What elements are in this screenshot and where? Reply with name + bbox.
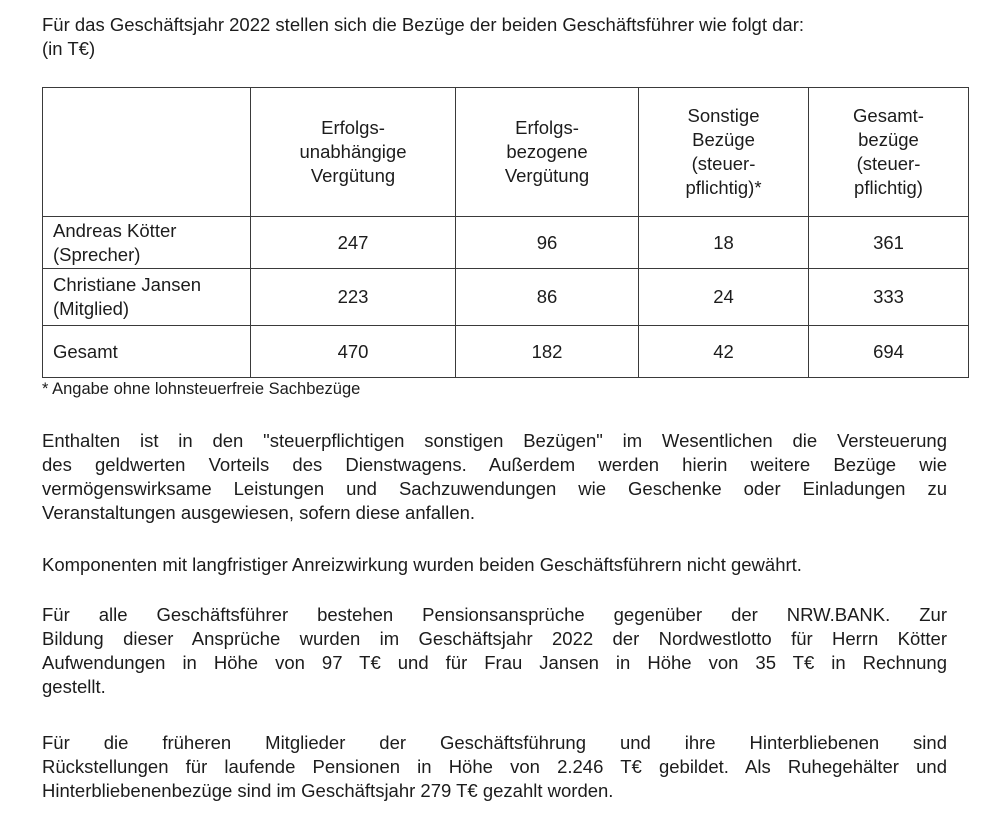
- header-cell-variable-pay: Erfolgs- bezogene Vergütung: [456, 88, 639, 217]
- header-cell-total-pay: Gesamt- bezüge (steuer- pflichtig): [809, 88, 969, 217]
- paragraph-pensions: Für alle Geschäftsführer bestehen Pensionsansprüche gegenüber der NRW.BANK. Zur Bildung dieser Ansprüche wurden im Geschäftsjahr 2022 der Nordwestlotto für Herrn Kötter Aufwendungen in Höhe von 97 T€ und für Frau Jansen in Höhe von 35 T€ in Rechnung gestellt.: [42, 604, 947, 697]
- table-row: [43, 217, 969, 269]
- compensation-table: [42, 87, 969, 378]
- paragraph-incentives: Komponenten mit langfristiger Anreizwirkung wurden beiden Geschäftsführern nicht gewährt.: [42, 554, 802, 575]
- table-footnote: * Angabe ohne lohnsteuerfreie Sachbezüge: [42, 380, 361, 398]
- value-cell: 182: [456, 326, 639, 378]
- header-cell-other-benefits: Sonstige Bezüge (steuer- pflichtig)*: [639, 88, 809, 217]
- value-cell: 361: [809, 217, 969, 269]
- table-row-total: [43, 326, 969, 378]
- row-name-cell: Gesamt: [43, 326, 251, 378]
- row-name-cell: Andreas Kötter (Sprecher): [43, 217, 251, 269]
- intro-text: [42, 13, 962, 61]
- value-cell: 42: [639, 326, 809, 378]
- paragraph-former-members: Für die früheren Mitglieder der Geschäftsführung und ihre Hinterbliebenen sind Rückstellungen für laufende Pensionen in Höhe von 2.246 T€ gebildet. Als Ruhegehälter und Hinterbliebenenbezüge sind im Geschäftsjahr 279 T€ gezahlt worden.: [42, 732, 947, 801]
- table-header-row: [43, 88, 969, 217]
- value-cell: 18: [639, 217, 809, 269]
- intro-line-1: Für das Geschäftsjahr 2022 stellen sich die Bezüge der beiden Geschäftsführer wie folgt dar:: [42, 14, 805, 35]
- value-cell: 223: [251, 269, 456, 326]
- row-name-cell: Christiane Jansen (Mitglied): [43, 269, 251, 326]
- paragraph-benefits: Enthalten ist in den "steuerpflichtigen sonstigen Bezügen" im Wesentlichen die Versteuerung des geldwerten Vorteils des Dienstwagens. Außerdem werden hierin weitere Bezüge wie vermögenswirksame Leistungen und Sachzuwendungen wie Geschenke oder Einladungen zu Veranstaltungen ausgewiesen, sofern diese anfallen.: [42, 430, 947, 523]
- value-cell: 247: [251, 217, 456, 269]
- header-cell-fixed-pay: Erfolgs- unabhängige Vergütung: [251, 88, 456, 217]
- value-cell: 24: [639, 269, 809, 326]
- table-row: [43, 269, 969, 326]
- value-cell: 694: [809, 326, 969, 378]
- value-cell: 470: [251, 326, 456, 378]
- intro-unit-note: (in T€): [42, 38, 96, 59]
- value-cell: 96: [456, 217, 639, 269]
- header-cell-empty: [43, 88, 251, 217]
- value-cell: 86: [456, 269, 639, 326]
- value-cell: 333: [809, 269, 969, 326]
